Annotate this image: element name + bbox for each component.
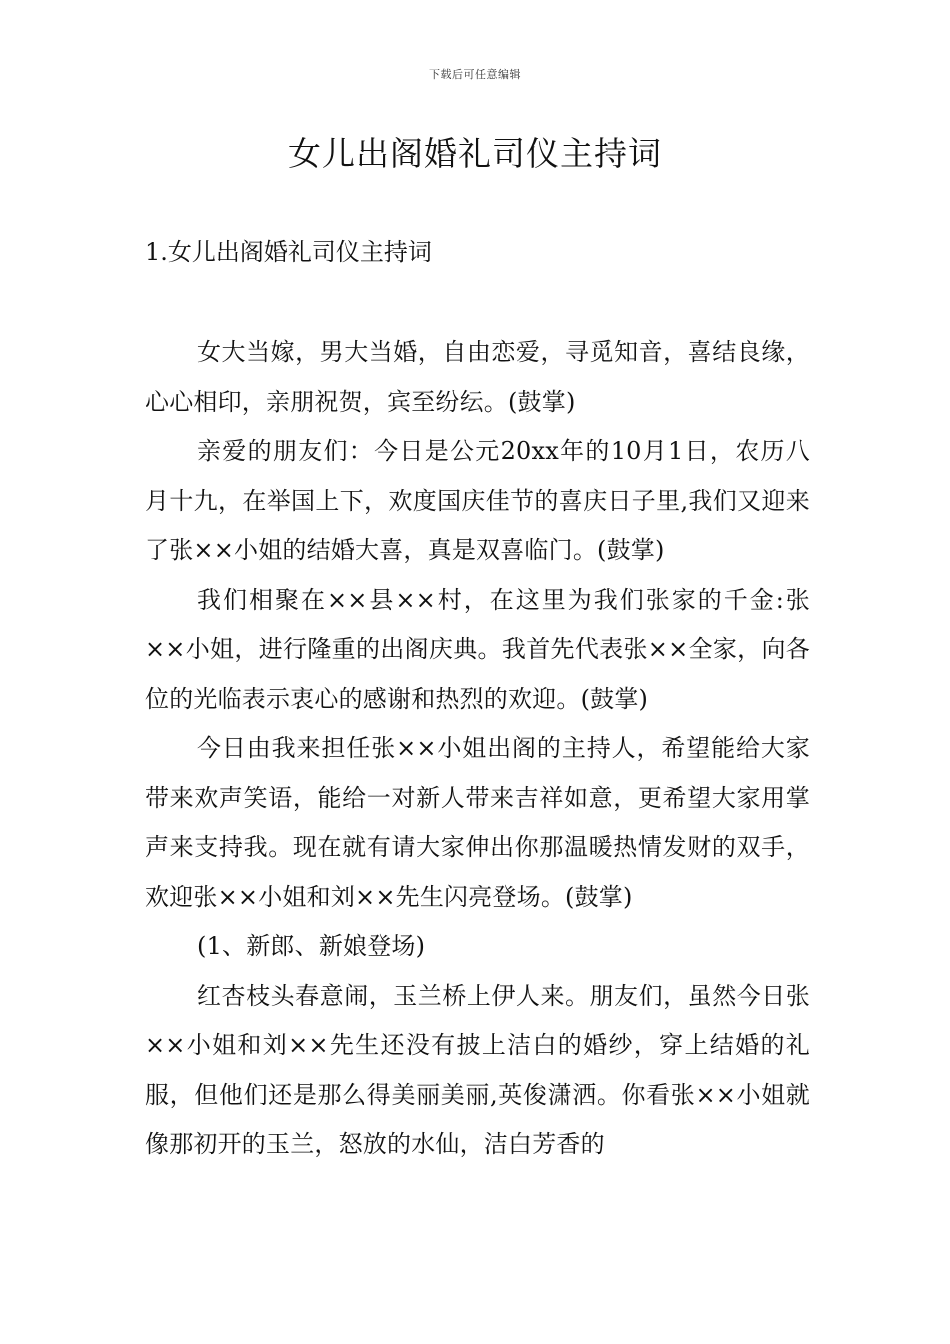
header-note: 下载后可任意编辑 [429,68,521,81]
paragraph: 今日由我来担任张××小姐出阁的主持人，希望能给大家带来欢声笑语，能给一对新人带来吉祥如意，更希望大家用掌声来支持我。现在就有请大家伸出你那温暖热情发财的双手，欢迎张××小姐和刘××先生闪亮登场。(鼓掌) [145,734,810,911]
body-text [145,328,810,1170]
section-heading: 1.女儿出阁婚礼司仪主持词 [145,238,432,266]
paragraph: (1、新郎、新娘登场) [197,932,426,960]
paragraph: 女大当嫁，男大当婚，自由恋爱，寻觅知音，喜结良缘，心心相印，亲朋祝贺，宾至纷纭。(鼓掌) [145,338,810,416]
paragraph: 亲爱的朋友们：今日是公元20xx年的10月1日，农历八月十九，在举国上下，欢度国庆佳节的喜庆日子里,我们又迎来了张××小姐的结婚大喜，真是双喜临门。(鼓掌) [145,437,810,564]
document-title: 女儿出阁婚礼司仪主持词 [288,134,662,173]
paragraph: 红杏枝头春意闹，玉兰桥上伊人来。朋友们，虽然今日张××小姐和刘××先生还没有披上洁白的婚纱，穿上结婚的礼服，但他们还是那么得美丽美丽,英俊潇洒。你看张××小姐就像那初开的玉兰，怒放的水仙，洁白芳香的 [145,981,810,1158]
paragraph: 我们相聚在××县××村，在这里为我们张家的千金:张××小姐，进行隆重的出阁庆典。我首先代表张××全家，向各位的光临表示衷心的感谢和热烈的欢迎。(鼓掌) [145,585,810,713]
